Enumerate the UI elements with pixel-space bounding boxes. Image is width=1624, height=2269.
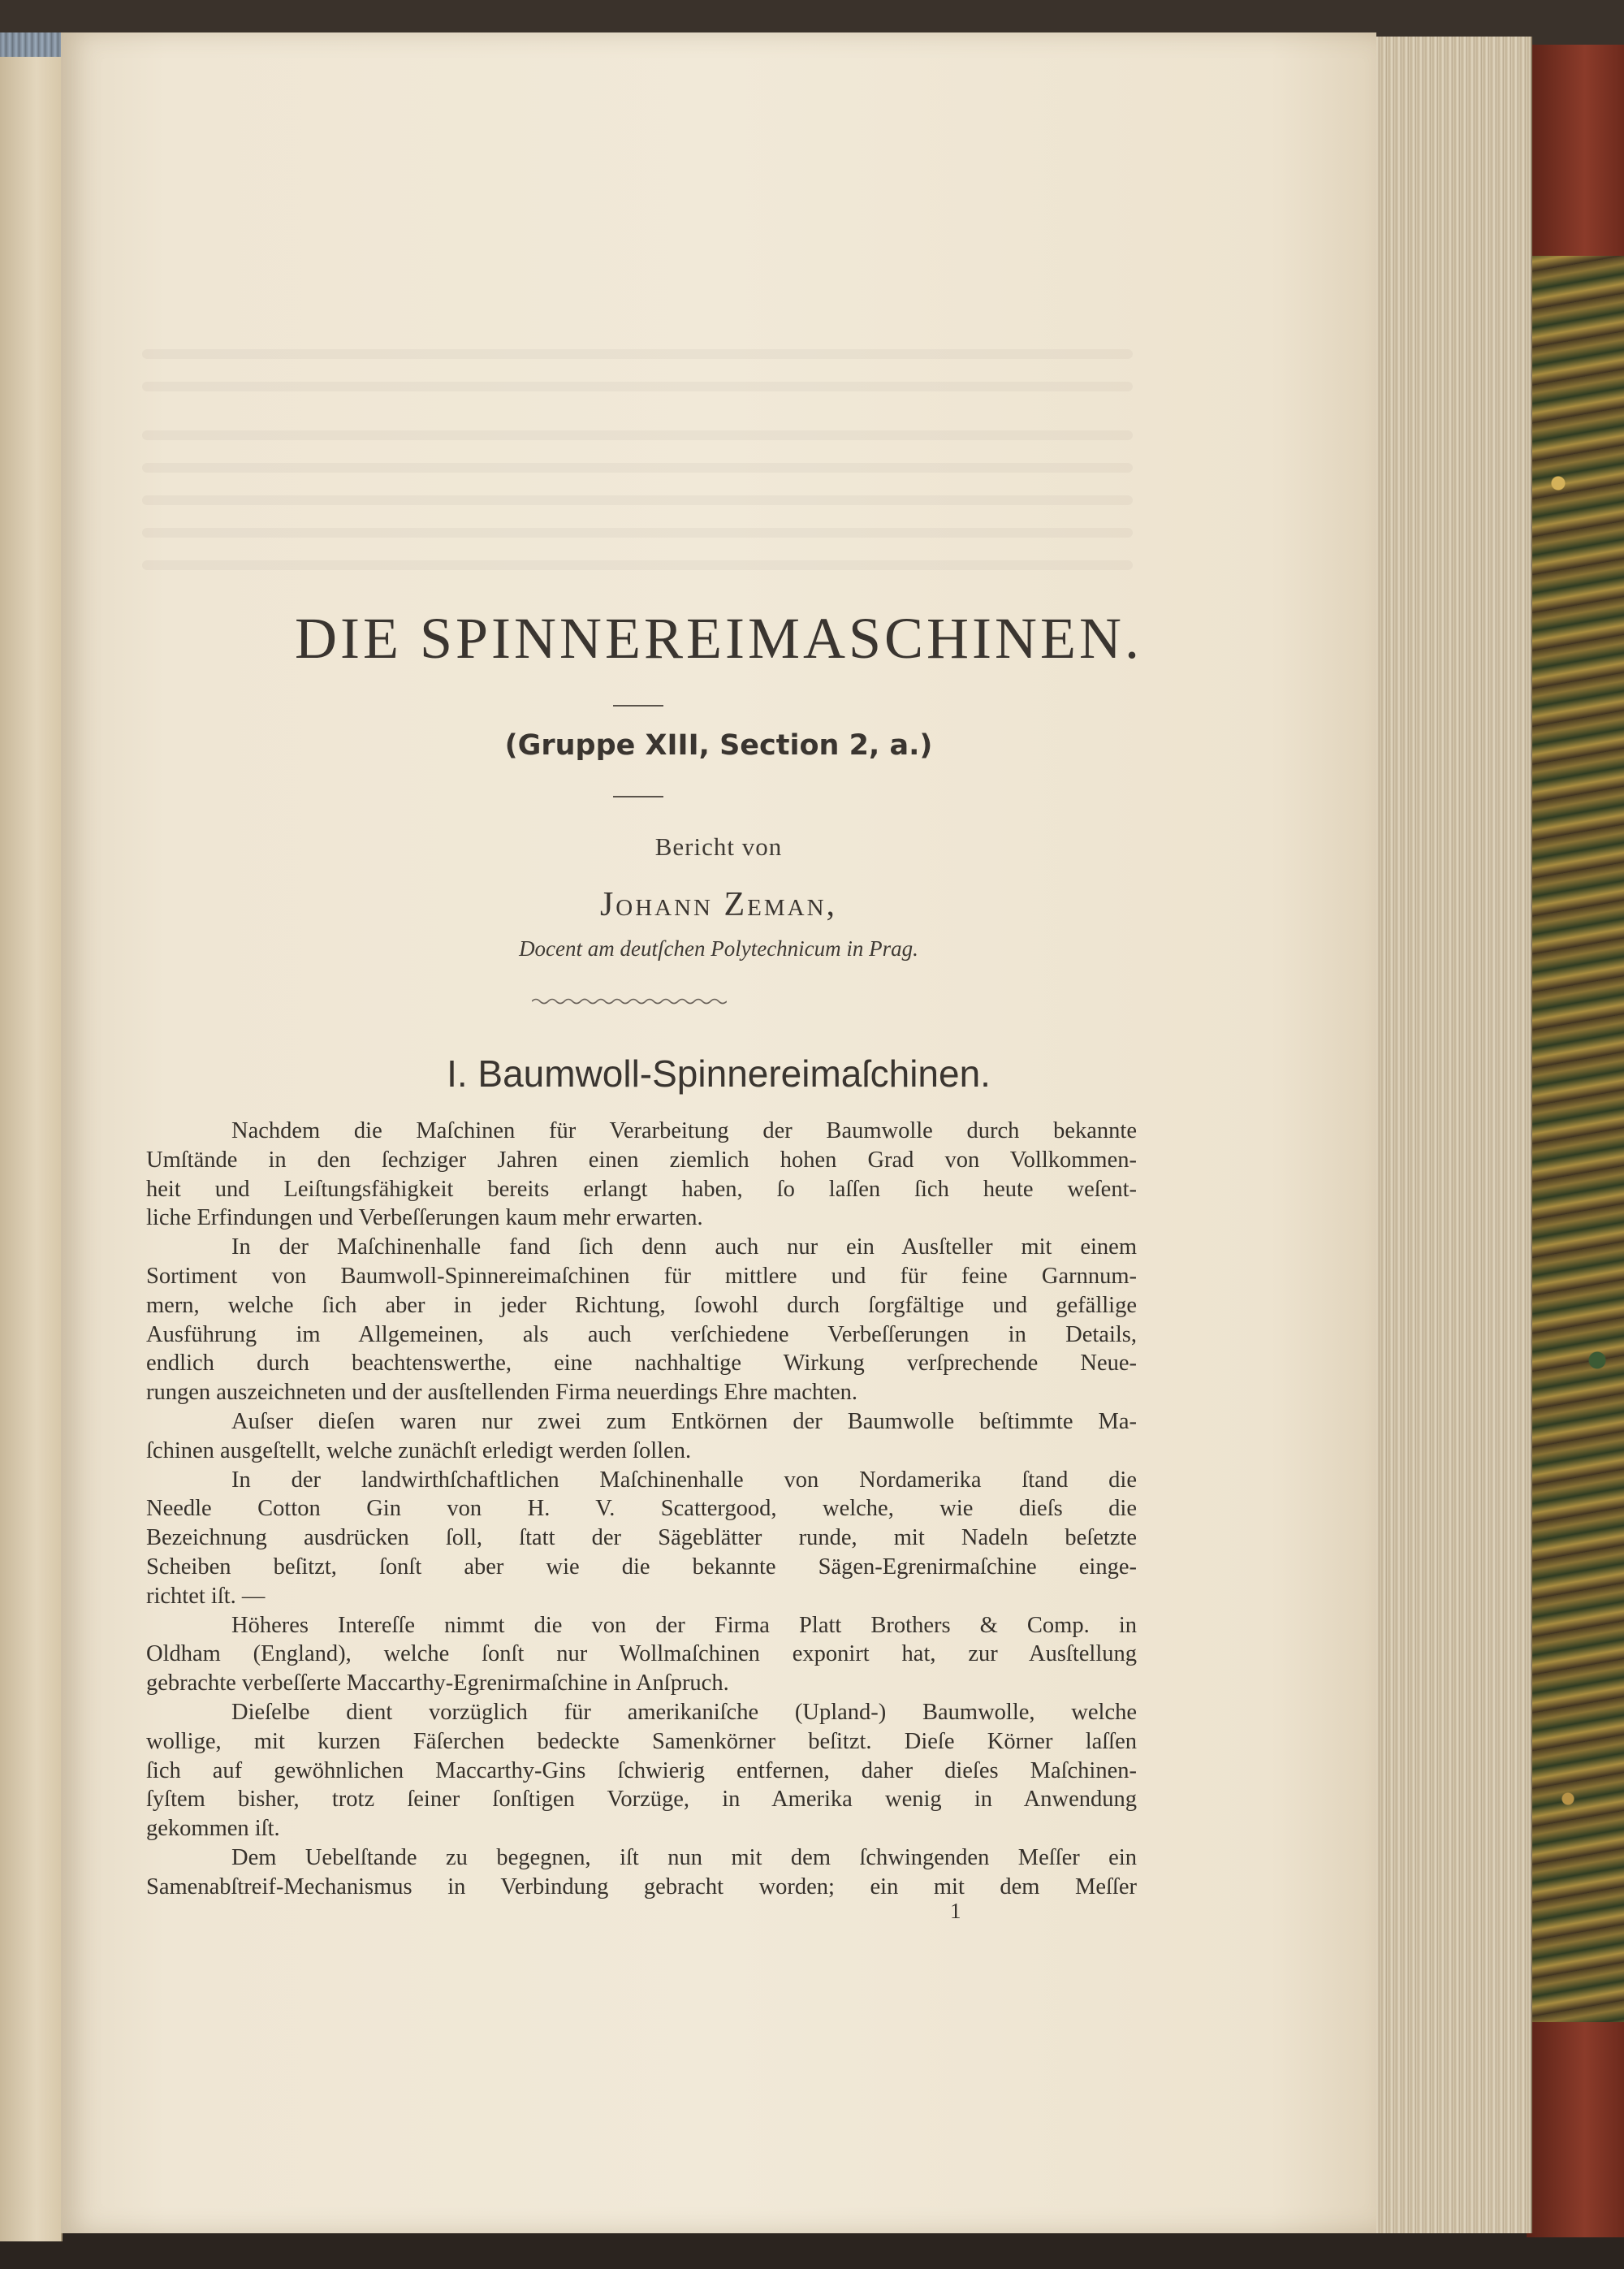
bleed-through xyxy=(142,349,1133,359)
bleed-through xyxy=(142,560,1133,570)
text-line: Needle Cotton Gin von H. V. Scattergood, welche, wie dieſs die xyxy=(146,1496,1137,1522)
text-line: Dem Uebelſtande zu begegnen, iſt nun mit dem ſchwingenden Meſſer ein xyxy=(231,1844,1137,1870)
author-affiliation: Docent am deutſchen Polytechnicum in Prag. xyxy=(519,936,918,961)
text-line: In der landwirthſchaftlichen Maſchinenhalle von Nordamerika ſtand die xyxy=(231,1467,1137,1493)
text-line: wollige, mit kurzen Fäſerchen bedeckte Samenkörner beſitzt. Dieſe Körner laſſen xyxy=(146,1728,1137,1754)
text-line: ſich auf gewöhnlichen Maccarthy-Gins ſchwierig entfernen, daher dieſes Maſchinen- xyxy=(146,1757,1137,1783)
text-line: gebrachte verbeſſerte Maccarthy-Egrenirmaſchine in Anſpruch. xyxy=(146,1670,729,1696)
divider-rule xyxy=(613,796,663,797)
text-line: Höheres Intereſſe nimmt die von der Firma Platt Brothers & Comp. in xyxy=(231,1612,1137,1638)
text-line: Scheiben beſitzt, ſonſt aber wie die bekannte Sägen-Egrenirmaſchine einge- xyxy=(146,1554,1137,1580)
body-text xyxy=(146,1117,1137,1902)
divider-rule xyxy=(613,705,663,707)
page-stack-edges xyxy=(1372,37,1532,2233)
report-by-label: Bericht von xyxy=(654,832,783,861)
text-line: rungen auszeichneten und der ausſtellenden Firma neuerdings Ehre machten. xyxy=(146,1380,858,1406)
text-line: gekommen iſt. xyxy=(146,1816,280,1842)
text-line: Bezeichnung ausdrücken ſoll, ſtatt der Sägeblätter runde, mit Nadeln beſetzte xyxy=(146,1525,1137,1551)
author-name: Johann Zeman, xyxy=(599,886,838,923)
page-title: DIE SPINNEREIMASCHINEN. xyxy=(295,606,1142,671)
text-line: Oldham (England), welche ſonſt nur Wollmaſchinen exponirt hat, zur Ausſtellung xyxy=(146,1641,1137,1667)
text-line: ſyſtem bisher, trotz ſeiner ſonſtigen Vorzüge, in Amerika wenig in Anwendung xyxy=(146,1787,1137,1813)
text-line: Ausführung im Allgemeinen, als auch verſchiedene Verbeſſerungen in Details, xyxy=(146,1321,1137,1347)
bleed-through xyxy=(142,528,1133,538)
bleed-through xyxy=(142,382,1133,391)
group-subtitle: (Gruppe XIII, Section 2, a.) xyxy=(504,729,933,762)
section-heading: I. Baumwoll-Spinnereimaſchinen. xyxy=(447,1052,991,1095)
bleed-through xyxy=(142,495,1133,505)
text-line: Nachdem die Maſchinen für Verarbeitung der Baumwolle durch bekannte xyxy=(231,1118,1137,1143)
bleed-through xyxy=(142,463,1133,473)
text-line: richtet iſt. — xyxy=(146,1583,266,1609)
text-line: mern, welche ſich aber in jeder Richtung, ſowohl durch ſorgfältige und gefällige xyxy=(146,1292,1137,1318)
marbled-cover xyxy=(1527,45,1624,2237)
text-line: Umſtände in den ſechziger Jahren einen ziemlich hohen Grad von Vollkommen- xyxy=(146,1147,1137,1173)
text-line: Dieſelbe dient vorzüglich für amerikaniſche (Upland-) Baumwolle, welche xyxy=(231,1699,1137,1725)
text-line: endlich durch beachtenswerthe, eine nachhaltige Wirkung verſprechende Neue- xyxy=(146,1351,1137,1377)
text-line: heit und Leiſtungsfähigkeit bereits erlangt haben, ſo laſſen ſich heute weſent- xyxy=(146,1176,1137,1202)
text-line: liche Erfindungen und Verbeſſerungen kaum mehr erwarten. xyxy=(146,1205,703,1231)
left-binding-cloth xyxy=(0,32,65,57)
text-line: ſchinen ausgeſtellt, welche zunächſt erledigt werden ſollen. xyxy=(146,1437,692,1463)
page-number: 1 xyxy=(950,1899,961,1923)
text-line: Sortiment von Baumwoll-Spinnereimaſchinen für mittlere und für feine Garnnum- xyxy=(146,1263,1137,1289)
text-line: Auſser dieſen waren nur zwei zum Entkörnen der Baumwolle beſtimmte Ma- xyxy=(231,1408,1137,1434)
text-line: Samenabſtreif-Mechanismus in Verbindung gebracht worden; ein mit dem Meſſer xyxy=(146,1874,1137,1899)
leather-corner-top xyxy=(1527,45,1624,256)
left-page-edge xyxy=(0,32,63,2241)
text-line: In der Maſchinenhalle fand ſich denn auch nur ein Ausſteller mit einem xyxy=(231,1234,1137,1260)
ornamental-divider xyxy=(532,995,727,1008)
bleed-through xyxy=(142,430,1133,440)
leather-corner-bottom xyxy=(1527,2022,1624,2237)
